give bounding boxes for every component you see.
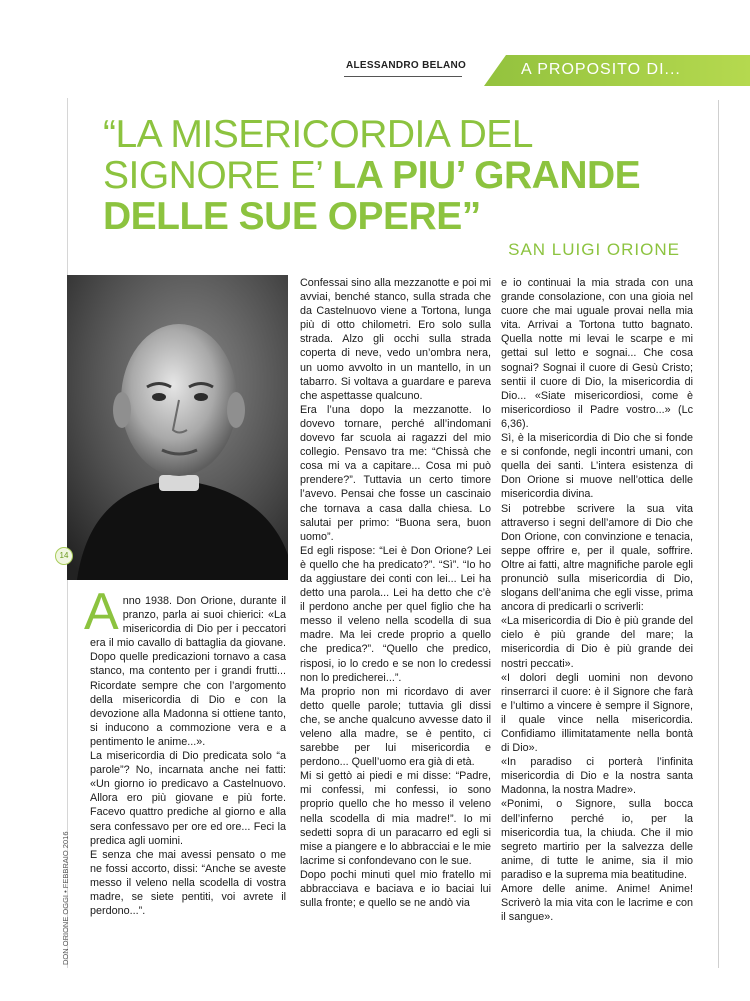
paragraph: «I dolori degli uomini non devono rinserrarci il cuore: è il Signore che farà e l’ultimo a vincere è sempre il Signore, il quale vince nella misericordia. Confidiamo illimitatamente nella bontà di Dio». <box>501 671 693 755</box>
drop-cap: A <box>84 583 119 641</box>
byline: SAN LUIGI ORIONE <box>508 240 680 259</box>
author-name: ALESSANDRO BELANO <box>346 60 467 71</box>
paragraph: Si potrebbe scrivere la sua vita attraverso i segni dell’amore di Dio che Don Orione, con convinzione e tenacia, seppe offrire e, per il quale, soffrire. Oltre ai fatti, altre magnifiche parole egli pronunciò sulla misericordia di Dio, slogans dell’anima che egli visse, prima ancora di predicarli o scriverli: <box>501 502 693 614</box>
paragraph: Ma proprio non mi ricordavo di aver detto quelle parole; tuttavia gli dissi che, se anche qualcuno avvesse dato il veleno alla madre, se è pentito, ci sarebbe per lui misericordia e perdono... Quell’uomo era già di età. <box>300 685 491 769</box>
paragraph: Anno 1938. Don Orione, durante il pranzo, parla ai suoi chierici: «La misericordia di Dio per i peccatori era il mio cavallo di battaglia da giovane. Dopo quelle predicazioni tornavo a casa stanco, ma contento per i grandi frutti... Ricordate sempre che con l’argomento della misericordia di Dio e con la devozione alla Madonna si ottiene tanto, si inducono a commozione vera e a pentimento le anime...». <box>84 583 286 748</box>
portrait-image <box>67 275 288 580</box>
paragraph: Dopo pochi minuti quel mio fratello mi abbracciava e baciava e io baciai lui sulla fronte; e quello se ne andò via <box>300 868 491 910</box>
paragraph: Amore delle anime. Anime! Anime! Scriverò la mia vita con le lacrime e con il sangue». <box>501 883 693 924</box>
title-line-2-bold: LA PIU’ GRANDE <box>332 154 641 197</box>
portrait-photo <box>67 275 288 580</box>
section-label: A PROPOSITO DI... <box>521 61 681 78</box>
paragraph: «In paradiso ci porterà l’infinita misericordia di Dio e la nostra santa Madonna, la nostra Madre». <box>501 756 693 797</box>
paragraph: E senza che mai avessi pensato o me ne fossi accorto, dissi: “Anche se aveste messo il veleno nella scodella di vostra madre, se siete pentiti, voi avrete il perdono...”. <box>90 848 286 918</box>
text-column-1 <box>84 583 286 918</box>
paragraph: Era l’una dopo la mezzanotte. Io dovevo tornare, perché all’indomani dovevo far scuola ai ragazzi del mio collegio. Pensavo tra me: “Chissà che cosa mi va a capitare... Cosa mi può prendere?”. Tuttavia un certo timore l’avevo. Pensai che fosse un cascinaio che tornava a casa dalla chiesa. Lo salutai per primo: “Buona sera, buon uomo”. <box>300 403 491 543</box>
paragraph: La misericordia di Dio predicata solo “a parole”? No, incarnata anche nei fatti: «Un giorno io predicavo a Castelnuovo. Allora ero più giovane e più forte. Facevo quattro prediche al giorno e alla sera confessavo per ore ed ore... Feci la predica agli uomini. <box>90 750 286 847</box>
page-number-badge: 14 <box>55 547 73 565</box>
text-column-2 <box>300 276 491 910</box>
title-line-1: “LA MISERICORDIA DEL <box>103 113 533 156</box>
footer-vertical <box>59 820 71 965</box>
title-line-2-light: SIGNORE E’ <box>103 154 333 197</box>
paragraph: Confessai sino alla mezzanotte e poi mi avviai, benché stanco, sulla strada che da Castelnuovo viene a Tortona, lunga più di otto chilometri. Ero solo sulla strada. Alzo gli occhi sulla strada coperta di neve, vedo un’ombra nera, un uomo avvolto in un mantello, in un tabarro. Si voltava a guardare e pareva che aspettasse qualcuno. <box>300 277 491 402</box>
paragraph: e io continuai la mia strada con una grande consolazione, con una gioia nel cuore che mai uguale provai nella mia vita. Arrivai a Tortona tutto bagnato. Quella notte mi levai le scarpe e mi gettai sul letto e sognai... Che cosa sognai? Sognai il cuore di Gesù Cristo; sentii il cuore di Dio, la misericordia di Dio... «Siate misericordiosi, come è misericordioso il Padre vostro...» (Lc 6,36). <box>501 277 693 430</box>
text-column-3 <box>501 276 693 924</box>
paragraph: Ed egli rispose: “Lei è Don Orione? Lei è quello che ha predicato?”. “Sì”. “Io ho da aggiustare dei conti con lei... Lei ha detto una parola... Lei ha detto che c’è il perdono anche per quel figlio che ha messo il veleno nella scodella di sua madre. Ma lei crede proprio a quello che predica?”. “Quello che predico, risposi, io lo credo e se non lo credessi non lo predicherei...”. <box>300 544 491 684</box>
title-line-3: DELLE SUE OPERE” <box>103 195 481 238</box>
paragraph: Sì, è la misericordia di Dio che si fonde e si confonde, negli incontri umani, con quella dei santi. L’intera esistenza di Don Orione si muove nell’ottica delle misericordia divina. <box>501 432 693 501</box>
paragraph: «Ponimi, o Signore, sulla bocca dell’inferno perché io, per la misericordia tua, la chiuda. Che il mio segreto martirio per la salvezza delle anime, di tutte le anime, sia il mio paradiso e la suprema mia beatitudine. <box>501 798 693 881</box>
article-title <box>103 114 703 237</box>
footer-text: DON ORIONE OGGI • FEBBRAIO 2016 <box>61 831 70 965</box>
paragraph: «La misericordia di Dio è più grande del cielo è più grande del mare; la misericordia di Dio è più grande dei nostri peccati». <box>501 615 693 670</box>
header-rule <box>344 76 462 77</box>
right-margin-rule <box>718 100 719 968</box>
paragraph: Mi si gettò ai piedi e mi disse: “Padre, mi confessi, mi confessi, io sono proprio quello che ho messo il veleno nella scodella di mia madre!”. Io mi sedetti sopra di un paracarro ed egli si mise a piangere e lo abbracciai e le mie lacrime si confondevano con le sue. <box>300 770 491 867</box>
